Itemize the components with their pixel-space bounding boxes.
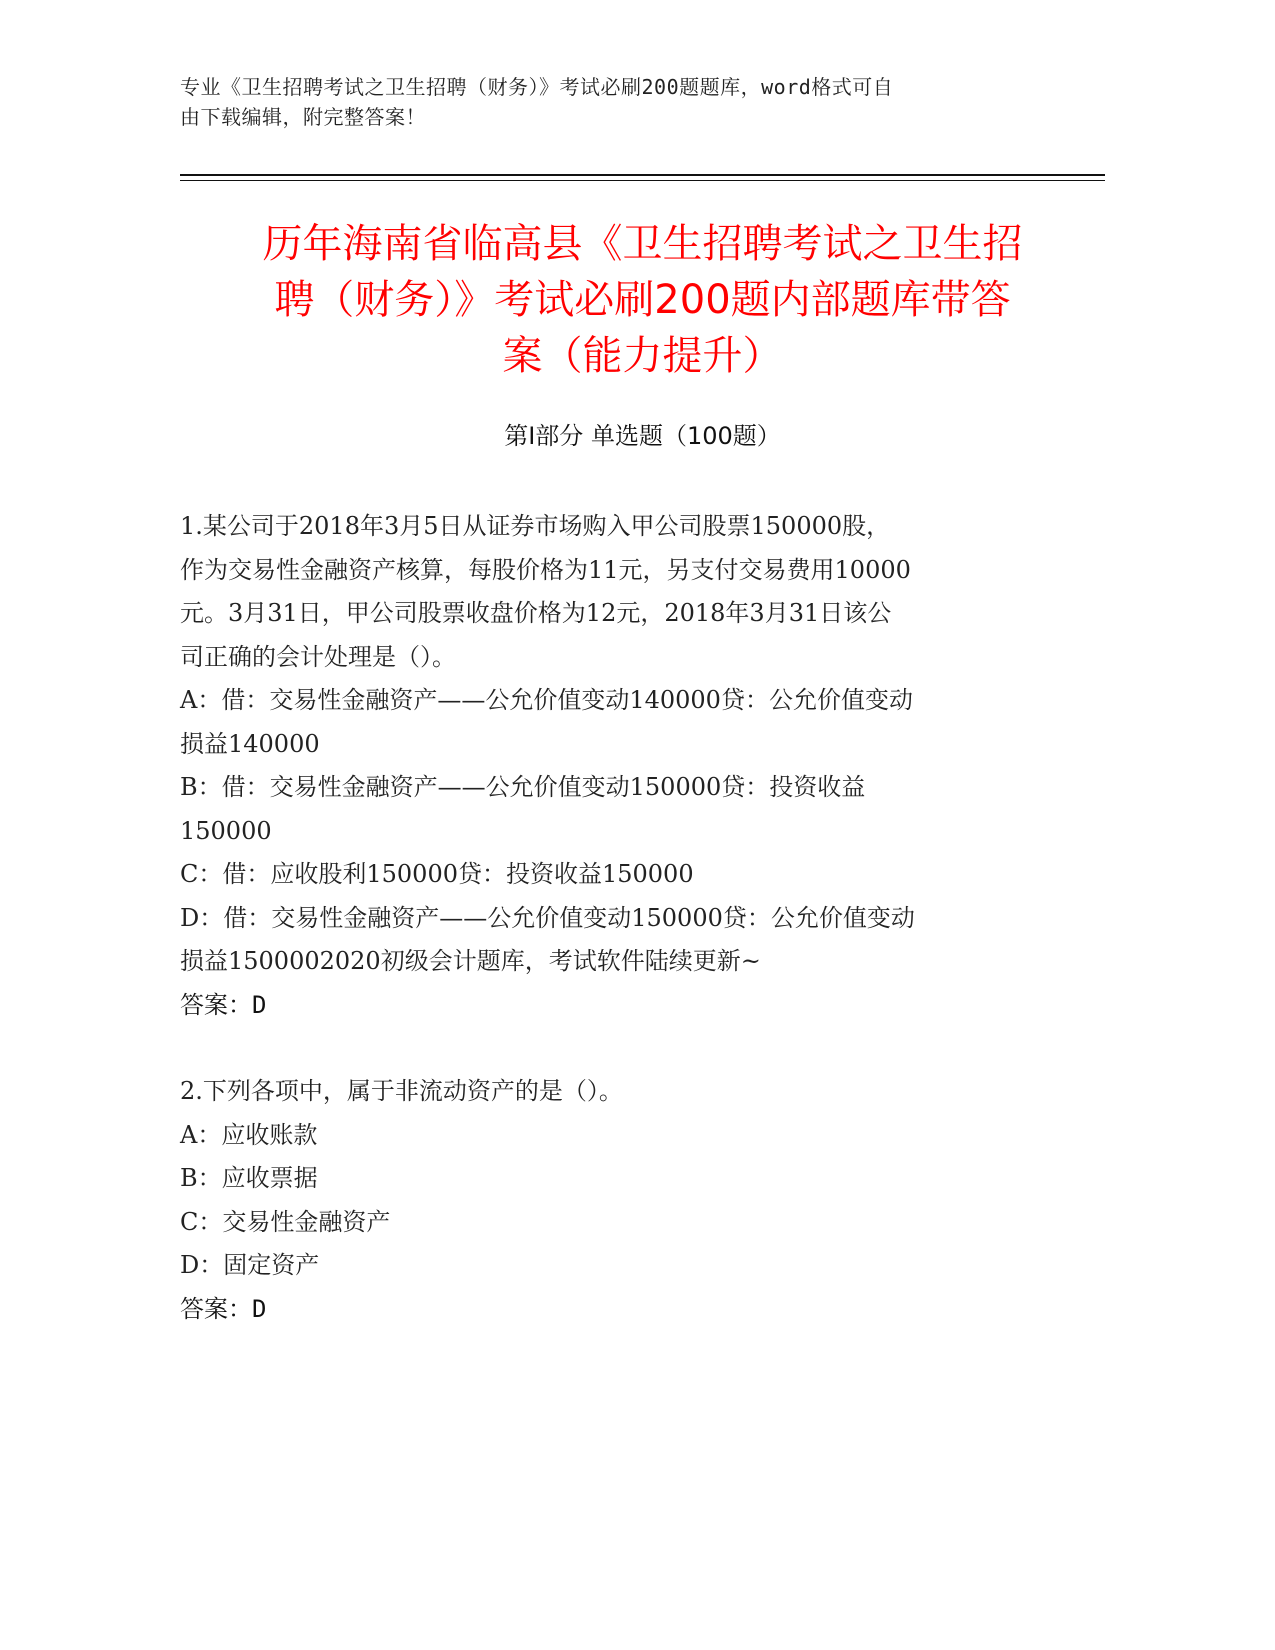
section-heading: 第Ⅰ部分 单选题（100题） [504, 422, 781, 450]
question-stem-line: 2.下列各项中，属于非流动资产的是（）。 [180, 1077, 623, 1105]
title-line: 聘（财务）》考试必刷200题内部题库带答 [274, 277, 1011, 323]
option-b: B：借：交易性金融资产——公允价值变动150000贷：投资收益 [180, 773, 866, 801]
header-note-line: 由下载编辑，附完整答案！ [180, 105, 426, 129]
document-title [180, 216, 1105, 384]
question-stem-line: 元。3月31日，甲公司股票收盘价格为12元，2018年3月31日该公 [180, 599, 892, 627]
option-a-cont: 损益140000 [180, 729, 320, 758]
title-line: 历年海南省临高县《卫生招聘考试之卫生招 [262, 221, 1023, 267]
header-note [180, 72, 1060, 132]
option-a: A：借：交易性金融资产——公允价值变动140000贷：公允价值变动 [180, 686, 913, 714]
option-b: B：应收票据 [180, 1164, 318, 1192]
question-stem-line: 1.某公司于2018年3月5日从证券市场购入甲公司股票150000股， [180, 512, 891, 540]
header-note-line: 专业《卫生招聘考试之卫生招聘（财务）》考试必刷200题题库，word格式可自 [180, 75, 894, 99]
header-divider-thick [180, 174, 1105, 176]
option-b-cont: 150000 [180, 816, 272, 845]
option-d: D：固定资产 [180, 1251, 320, 1279]
question-2 [180, 1070, 1060, 1331]
answer-label: 答案：D [180, 1294, 267, 1323]
header-divider-thin [180, 180, 1105, 181]
question-stem-line: 司正确的会计处理是（）。 [180, 642, 456, 671]
option-c: C：交易性金融资产 [180, 1207, 391, 1236]
title-line: 案（能力提升） [502, 333, 783, 379]
option-a: A：应收账款 [180, 1120, 318, 1149]
option-d-cont: 损益1500002020初级会计题库，考试软件陆续更新~ [180, 947, 761, 975]
question-stem-line: 作为交易性金融资产核算，每股价格为11元，另支付交易费用10000 [180, 555, 911, 584]
answer-label: 答案：D [180, 990, 267, 1019]
question-1 [180, 505, 1060, 1027]
option-c: C：借：应收股利150000贷：投资收益150000 [180, 860, 694, 888]
option-d: D：借：交易性金融资产——公允价值变动150000贷：公允价值变动 [180, 903, 915, 932]
